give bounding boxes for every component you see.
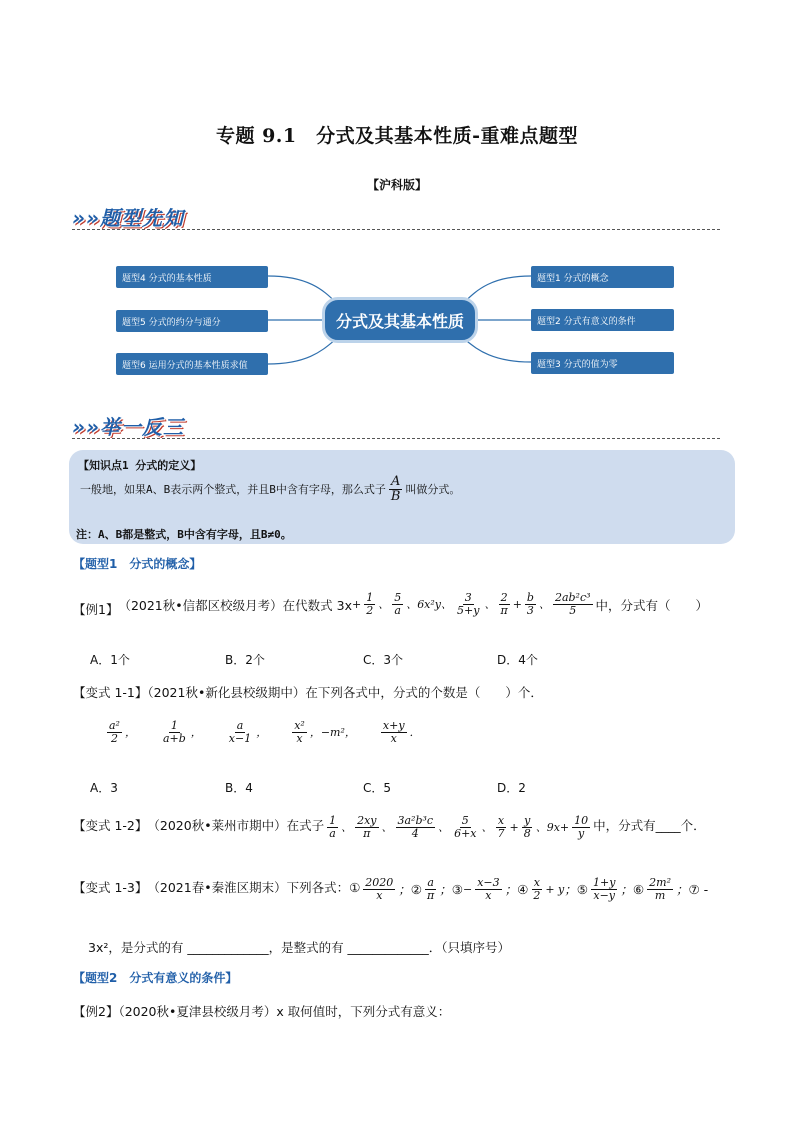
knowledge-note: 注：A、B都是整式，B中含有字母，且B≠0。 (76, 528, 292, 541)
term: + y (545, 882, 565, 896)
mindmap-type4: 题型4 分式的基本性质 (116, 266, 268, 288)
separator: ；⑦ - (675, 882, 709, 898)
separator: ；④ (504, 882, 529, 898)
option-a: A．1个 (90, 653, 130, 667)
variant-label: 【变式 1-2】 (73, 818, 148, 834)
fraction: $\frac{\text{2ab²c³}}{5}$ (554, 591, 591, 617)
fraction: $\frac{5}{a}$ (394, 591, 402, 617)
mindmap-type3: 题型3 分式的值为零 (531, 352, 674, 374)
fraction: $\frac{\text{x²}}{x}$ (294, 719, 305, 745)
fraction: $\frac{a}{x-1}$ (228, 719, 252, 745)
variant-1-3-line2: 3x²，是分式的有 _____________，是整式的有 _____________．（只填序号） (88, 940, 511, 955)
variant-text: （2020秋•莱州市期中）在式子 (147, 818, 325, 834)
fraction: $\frac{\text{2m²}}{m}$ (649, 876, 671, 902)
option-a: A．3 (90, 781, 118, 795)
option-c: C．5 (363, 781, 392, 795)
mindmap-center: 分式及其基本性质 (322, 297, 478, 343)
term: 6x²y (417, 597, 442, 611)
fraction: $\frac{2xy}{\pi}$ (357, 814, 377, 840)
knowledge-title: 【知识点1 分式的定义】 (78, 459, 202, 472)
example-label: 【例2】 (73, 1004, 119, 1019)
option-b: B．4 (225, 781, 253, 795)
fraction: $\frac{2020}{x}$ (365, 876, 394, 902)
numerator: A (390, 474, 401, 489)
variant-1-3 (73, 877, 708, 901)
example1-expressions: + $\frac{1}{2}$ 、 $\frac{5}{a}$ 、 6x²y 、 $\frac{3}{5+y}$ 、 $\frac{2}{\pi}$ + $\frac{b}{3}$ 、 $\frac{\text{2ab²c³}}{5}$ (351, 591, 591, 617)
mindmap-type5: 题型5 分式的约分与通分 (116, 310, 268, 332)
fraction: $\frac{\text{a²}}{2}$ (109, 719, 120, 745)
section-title-type1: 【题型1 分式的概念】 (73, 557, 202, 571)
separator: ；② (398, 882, 423, 898)
variant-1-2-expressions: $\frac{1}{a}$ 、 $\frac{2xy}{\pi}$ 、 $\frac{\text{3a²b³c}}{4}$ 、 $\frac{5}{6+x}$ 、 $\frac{x}{7}$ + $\frac{y}{8}$ 、 9x + $\frac{10}{y}$ (329, 814, 589, 840)
denominator: B (390, 488, 401, 504)
separator: ；⑥ (620, 882, 645, 898)
variant-label: 【变式 1-3】 (73, 880, 148, 896)
example-text: （2021秋•信都区校级月考）在代数式 3x (118, 598, 352, 614)
example-tail: 中，分式有（ ） (595, 598, 709, 614)
variant-1-1 (73, 683, 543, 701)
edition-label: 【沪科版】 (366, 178, 427, 192)
option-d: D．2 (497, 781, 526, 795)
variant-1-2 (73, 815, 706, 839)
variant-label: 【变式 1-1】 (73, 685, 148, 700)
fraction: $\frac{x}{2}$ (533, 876, 541, 902)
fraction: $\frac{\text{3a²b³c}}{4}$ (397, 814, 434, 840)
fraction-a-over-b (389, 475, 403, 503)
divider (72, 438, 720, 439)
page-title: 专题 9.1 分式及其基本性质-重难点题型 (215, 125, 579, 147)
option-c: C．3个 (363, 653, 404, 667)
banner-practice: »»举一反三 (72, 415, 184, 439)
fraction: $\frac{a}{\pi}$ (427, 876, 435, 902)
divider (72, 229, 720, 230)
variant-1-1-expressions: $\frac{\text{a²}}{2}$ ， $\frac{1}{a+b}$ ， $\frac{a}{x-1}$ ， $\frac{\text{x²}}{x}$ ， −m² ， $\frac{x+y}{x}$ ． (109, 719, 421, 745)
definition-tail: 叫做分式。 (405, 483, 461, 497)
example1 (73, 592, 708, 618)
fraction: $\frac{x-3}{x}$ (477, 876, 500, 902)
variant-1-3-expressions: $\frac{2020}{x}$ ；② $\frac{a}{\pi}$ ；③ − $\frac{x-3}{x}$ ；④ $\frac{x}{2}$ + y ；⑤ $\frac{1+y}{x-y}$ ；⑥ $\frac{\text{2m²}}{m}$ ；⑦ - (365, 876, 709, 902)
variant-text: （2021秋•新化县校级期中）在下列各式中，分式的个数是（ ）个． (147, 685, 543, 700)
definition-text: 一般地，如果A、B表示两个整式，并且B中含有字母，那么式子 (80, 483, 386, 497)
mindmap-type1: 题型1 分式的概念 (531, 266, 674, 288)
fraction: $\frac{10}{y}$ (574, 814, 589, 840)
fraction: $\frac{x+y}{x}$ (382, 719, 405, 745)
example-label: 【例1】 (73, 602, 119, 618)
term: −m² (320, 725, 345, 739)
fraction: $\frac{5}{6+x}$ (454, 814, 477, 840)
option-d: D．4个 (497, 653, 538, 667)
term: 9x (546, 820, 560, 834)
fraction: $\frac{b}{3}$ (526, 591, 534, 617)
separator: ；③ (439, 882, 463, 898)
fraction: $\frac{1}{a}$ (329, 814, 337, 840)
fraction: $\frac{1}{2}$ (366, 591, 374, 617)
fraction: $\frac{1}{a+b}$ (162, 719, 186, 745)
fraction: $\frac{2}{\pi}$ (500, 591, 508, 617)
banner-question-types: »»题型先知 (72, 206, 184, 230)
separator: ；⑤ (564, 882, 588, 898)
example-text: （2020秋•夏津县校级月考）x 取何值时，下列分式有意义： (118, 1004, 451, 1019)
fraction: $\frac{1+y}{x-y}$ (592, 876, 616, 902)
option-b: B．2个 (225, 653, 265, 667)
fraction: $\frac{y}{8}$ (523, 814, 531, 840)
knowledge-definition (80, 475, 460, 503)
mindmap-type2: 题型2 分式有意义的条件 (531, 309, 674, 331)
fraction: $\frac{3}{5+y}$ (457, 591, 480, 617)
variant-tail: 中，分式有____个． (593, 818, 706, 834)
mindmap-type6: 题型6 运用分式的基本性质求值 (116, 353, 268, 375)
variant-text: （2021春•秦淮区期末）下列各式：① (147, 880, 361, 896)
fraction: $\frac{x}{7}$ (497, 814, 505, 840)
example2 (73, 1002, 450, 1020)
section-title-type2: 【题型2 分式有意义的条件】 (73, 971, 238, 985)
